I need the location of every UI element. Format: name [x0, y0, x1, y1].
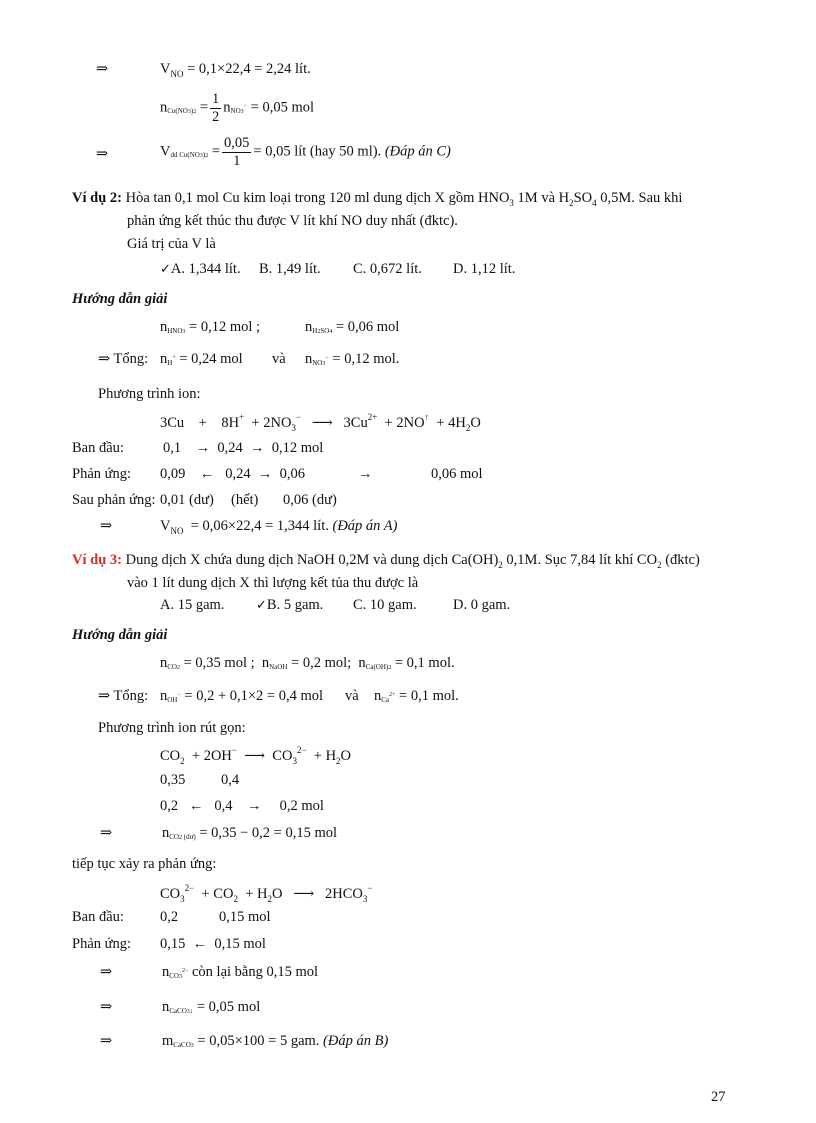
implies-symbol: ⇒: [96, 146, 109, 162]
ex2-line2: phản ứng kết thúc thu được V lít khí NO duy nhất (đktc).: [127, 213, 458, 229]
ex2-ion-equation-label: Phương trình ion:: [98, 386, 201, 402]
example-2-label: Ví dụ 2:: [72, 190, 122, 206]
ex2-row-after-v2: (hết): [231, 492, 259, 508]
ex2-row-react-arrow: →: [358, 466, 373, 482]
check-icon: ✓: [256, 598, 267, 613]
ex2-option-a: ✓A. 1,344 lít.: [160, 261, 241, 277]
ex2-n-no3: nNO3− = 0,12 mol.: [305, 351, 400, 367]
ex2-option-d: D. 1,12 lít.: [453, 261, 516, 277]
ex2-line1c: SO: [573, 190, 593, 206]
ex3-next-reaction-label: tiếp tục xảy ra phản ứng:: [72, 856, 217, 872]
ex2-option-b: B. 1,49 lít.: [259, 261, 321, 277]
ex3-r1-react: 0,2 ← 0,4 → 0,2 mol: [160, 798, 324, 814]
ex2-row-initial-label: Ban đầu:: [72, 440, 124, 456]
ex3-reaction-1: $CO_2 + 2OH^-$ ⟶ $CO_3^{2-} + H_2O$: [160, 745, 352, 766]
vno-equation: $V_{NO} = 0,1\times 22,4 = 2,24$ lít.: [160, 61, 311, 79]
ex2-row-after-v3: 0,06 (dư): [283, 492, 337, 508]
half-fraction: $\frac{1}{2}$: [212, 91, 220, 125]
implies-symbol: ⇒: [98, 688, 111, 704]
ex3-r1-v1: 0,35: [160, 772, 186, 788]
ex3-option-c: C. 10 gam.: [353, 597, 417, 613]
ex3-n-oh: nOH− = 0,2 + 0,1×2 = 0,4 mol: [160, 688, 324, 704]
ex3-line2: vào 1 lít dung dịch X thì lượng kết tủa thu được là: [127, 575, 419, 591]
ncu-eq-sign: =: [199, 99, 209, 116]
vdd-equation: Vdd Cu(NO3)2 = $\frac{0,05}{1}$ = 0,05 lít (hay 50 ml). (Đáp án C): [160, 135, 451, 169]
ex2-and: và: [272, 351, 286, 367]
implies-symbol: ⇒: [100, 518, 113, 534]
ex3-row-initial-label: Ban đầu:: [72, 909, 124, 925]
ncu-value: = 0,05 mol: [250, 99, 315, 116]
ex2-row-initial-values: 0,1 → 0,24 → 0,12 mol: [163, 440, 324, 456]
ex3-r1-v2: 0,4: [221, 772, 240, 788]
ex2-option-c: C. 0,672 lít.: [353, 261, 422, 277]
example-2-question: Ví dụ 2: Hòa tan 0,1 mol Cu kim loại trong 120 ml dung dịch X gồm $HNO_3$ 1M và $H_2SO_4$ 0,5M. Sau khi: [72, 190, 683, 208]
ex2-row-react-no: 0,06 mol: [431, 466, 483, 482]
ex2-ion-equation: 3Cu + $8H^+ + 2NO_3^-$ ⟶ $3Cu^{2+} + 2NO^↑ + 4H_2O$: [160, 412, 481, 433]
example-3-question: Ví dụ 3: Dung dịch X chứa dung dịch NaOH 0,2M và dung dịch $Ca(OH)_2$ 0,1M. Sục 7,84 lít khí $CO_2$ (đktc): [72, 552, 700, 570]
ex2-n-h2so4: nH2SO4 = 0,06 mol: [305, 319, 400, 335]
vdd-fraction: $\frac{0,05}{1}$: [224, 135, 250, 169]
ex2-row-react-values: 0,09 ← 0,24 → 0,06: [160, 466, 305, 482]
ex3-nco3-remaining: nCO32− còn lại bằng 0,15 mol: [162, 964, 319, 980]
ex2-vno-result: $V_{NO} = 0,06\times 22,4 = 1,344$ lít. (Đáp án A): [160, 518, 398, 536]
ncu-equation: nCu(NO3)2 = $\frac{1}{2}$ nNO3− = 0,05 mol: [160, 91, 315, 125]
implies-symbol: ⇒: [100, 825, 113, 841]
check-icon: ✓: [160, 262, 171, 277]
ex3-row-react-label: Phản ứng:: [72, 936, 132, 952]
ex3-total-line: ⇒ Tổng:: [98, 688, 149, 704]
ex3-option-d: D. 0 gam.: [453, 597, 511, 613]
page-number: 27: [711, 1089, 726, 1105]
ex3-row-initial-v2: 0,15 mol: [219, 909, 271, 925]
ex2-line1d: 0,5M. Sau khi: [596, 190, 683, 206]
ex3-option-a: A. 15 gam.: [160, 597, 225, 613]
ex2-n-hno3: nHNO3 = 0,12 mol ;: [160, 319, 261, 335]
ex3-nco2-excess: nCO2 (dư) = 0,35 − 0,2 = 0,15 mol: [162, 825, 338, 841]
ex3-n-ca: nCa2+ = 0,1 mol.: [374, 688, 459, 704]
ex2-line1: Hòa tan 0,1 mol Cu kim loại trong 120 ml dung dịch X gồm HNO: [121, 190, 510, 206]
ex3-row-initial-v1: 0,2: [160, 909, 179, 925]
ex2-total-line: ⇒ Tổng:: [98, 351, 149, 367]
ex3-reaction-2: $CO_3^{2-} + CO_2 + H_2O$ ⟶ $2HCO_3^-$: [160, 883, 373, 904]
vdd-answer: (Đáp án C): [384, 143, 451, 160]
ex2-guide-heading: Hướng dẫn giải: [72, 291, 168, 307]
implies-symbol: ⇒: [98, 351, 111, 367]
implies-symbol: ⇒: [96, 61, 109, 77]
ex2-line3: Giá trị của V là: [127, 236, 216, 252]
vno-value: = 0,1×22,4 = 2,24 lít.: [187, 61, 311, 77]
reaction-arrow: ⟶: [311, 415, 333, 431]
implies-symbol: ⇒: [100, 999, 113, 1015]
ex3-ion-equation-label: Phương trình ion rút gọn:: [98, 720, 246, 736]
implies-symbol: ⇒: [100, 1033, 113, 1049]
ex3-row-react-values: 0,15 ← 0,15 mol: [160, 936, 266, 952]
ex2-row-after-label: Sau phản ứng:: [72, 492, 156, 508]
ex2-n-h: nH+ = 0,24 mol: [160, 351, 243, 367]
implies-symbol: ⇒: [100, 964, 113, 980]
vdd-value: = 0,05 lít (hay 50 ml).: [253, 143, 385, 160]
ex3-n-values: nCO2 = 0,35 mol ; nNaOH = 0,2 mol; nCa(OH)2 = 0,1 mol.: [160, 655, 455, 671]
ex3-option-b: ✓B. 5 gam.: [256, 597, 324, 613]
ex2-line1b: 1M và H: [513, 190, 570, 206]
ex3-guide-heading: Hướng dẫn giải: [72, 627, 168, 643]
ex3-and: và: [345, 688, 359, 704]
ex3-ncaco3: nCaCO3↓ = 0,05 mol: [162, 999, 261, 1015]
ex2-row-after-v1: 0,01 (dư): [160, 492, 214, 508]
example-3-label: Ví dụ 3:: [72, 552, 122, 568]
ex3-mcaco3: mCaCO3 = 0,05×100 = 5 gam. (Đáp án B): [162, 1033, 389, 1049]
ex2-row-react-label: Phản ứng:: [72, 466, 132, 482]
